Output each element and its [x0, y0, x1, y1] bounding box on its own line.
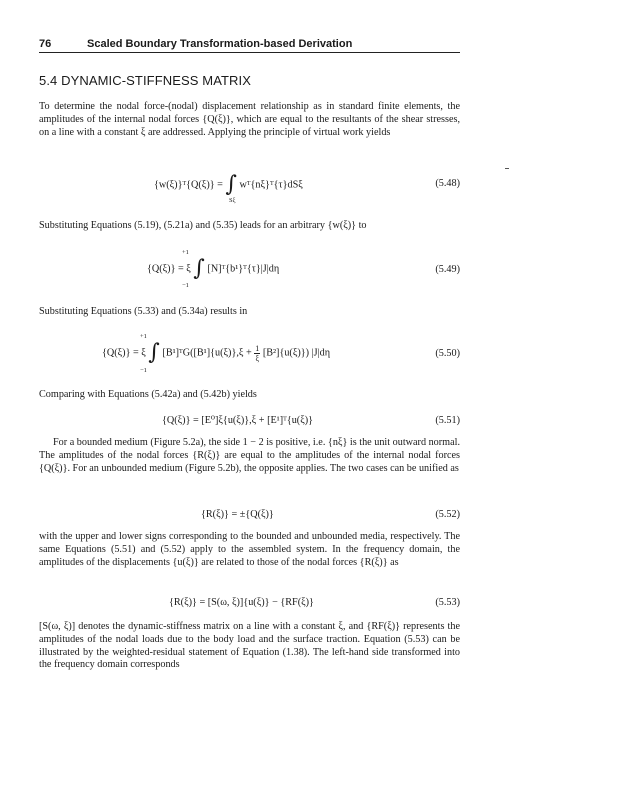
page-number: 76	[39, 38, 52, 50]
eq51-body: {Q(ξ)} = [E⁰]ξ{u(ξ)},ξ + [E¹]ᵀ{u(ξ)}	[162, 415, 314, 426]
eq50-fraction: $\frac{1}{\xi}$	[255, 343, 260, 363]
eq50-integrand-b: [B²]{u(ξ)}) |J|dη	[262, 347, 331, 359]
equation-5-48	[39, 172, 460, 204]
running-header	[39, 38, 460, 53]
paragraph-comparing: Comparing with Equations (5.42a) and (5.42b) yields	[39, 389, 257, 400]
integral-sign-icon: ∫	[225, 172, 237, 197]
integral-sign-icon: ∫	[148, 340, 160, 365]
eq53-number: (5.53)	[435, 597, 460, 608]
paragraph-upper-lower-signs: with the upper and lower signs corresponding to the bounded and unbounded media, respectively. The same Equations (5.51) and (5.52) apply to the assembled system. In the frequency domain, the amplitudes of the displacements {u(ξ)} are related to those of the nodal forces {R(ξ)} as	[39, 531, 460, 568]
paragraph-intro: To determine the nodal force-(nodal) displacement relationship as in standard finite elements, the amplitudes of the internal nodal forces {Q(ξ)}, which are equal to the resultants of the shear stresses, on a line with a constant ξ are addressed. Applying the principle of virtual work yields	[39, 101, 460, 138]
eq50-lhs: {Q(ξ)} = ξ	[102, 347, 146, 359]
equation-5-49	[39, 249, 460, 289]
eq50-upper-limit: +1	[140, 333, 147, 340]
eq52-number: (5.52)	[435, 509, 460, 520]
eq49-number: (5.49)	[435, 264, 460, 275]
running-title: Scaled Boundary Transformation-based Derivation	[87, 38, 353, 50]
eq49-integrand: [N]ᵀ{b¹}ᵀ{τ}|J|dη	[207, 263, 280, 275]
eq50-lower-limit: −1	[140, 367, 147, 374]
eq48-lhs: {w(ξ)}ᵀ{Q(ξ)} =	[154, 179, 223, 191]
paragraph-substituting-2: Substituting Equations (5.33) and (5.34a) results in	[39, 306, 248, 317]
eq49-lower-limit: −1	[182, 282, 189, 289]
eq50-integrand-a: [B¹]ᵀG([B¹]{u(ξ)},ξ +	[162, 347, 252, 359]
eq49-lhs: {Q(ξ)} = ξ	[147, 263, 191, 275]
eq48-number: (5.48)	[435, 178, 460, 189]
section-heading: 5.4 DYNAMIC-STIFFNESS MATRIX	[39, 73, 252, 88]
paragraph-dynamic-stiffness: [S(ω, ξ)] denotes the dynamic-stiffness matrix on a line with a constant ξ, and {RF(ξ)} represents the amplitudes of the nodal loads due to the body load and the surface traction. Equation (5.53) can be illustrated by the weighted-residual statement of Equation (1.38). The left-hand side transformed into the frequency domain corresponds	[39, 621, 460, 671]
eq53-body: {R(ξ)} = [S(ω, ξ)]{u(ξ)} − {RF(ξ)}	[169, 597, 314, 608]
integral-sign-icon: ∫	[193, 256, 205, 281]
eq48-integrand: wᵀ{nξ}ᵀ{τ}dSξ	[239, 179, 303, 191]
paragraph-bounded-medium: For a bounded medium (Figure 5.2a), the side 1 − 2 is positive, i.e. {nξ} is the unit outward normal. The amplitudes of the nodal forces {R(ξ)} are equal to the amplitudes of the internal nodal forces {Q(ξ)}. For an unbounded medium (Figure 5.2b), the opposite applies. The two cases can be unified as	[39, 437, 460, 474]
eq51-number: (5.51)	[435, 415, 460, 426]
equation-5-53	[39, 595, 460, 623]
margin-mark	[505, 168, 509, 169]
eq52-body: {R(ξ)} = ±{Q(ξ)}	[201, 509, 274, 520]
eq49-upper-limit: +1	[182, 249, 189, 256]
eq50-number: (5.50)	[435, 348, 460, 359]
eq48-lower-limit: Sξ	[229, 197, 236, 204]
equation-5-50	[39, 333, 460, 374]
paragraph-substituting-1: Substituting Equations (5.19), (5.21a) and (5.35) leads for an arbitrary {w(ξ)} to	[39, 220, 367, 231]
